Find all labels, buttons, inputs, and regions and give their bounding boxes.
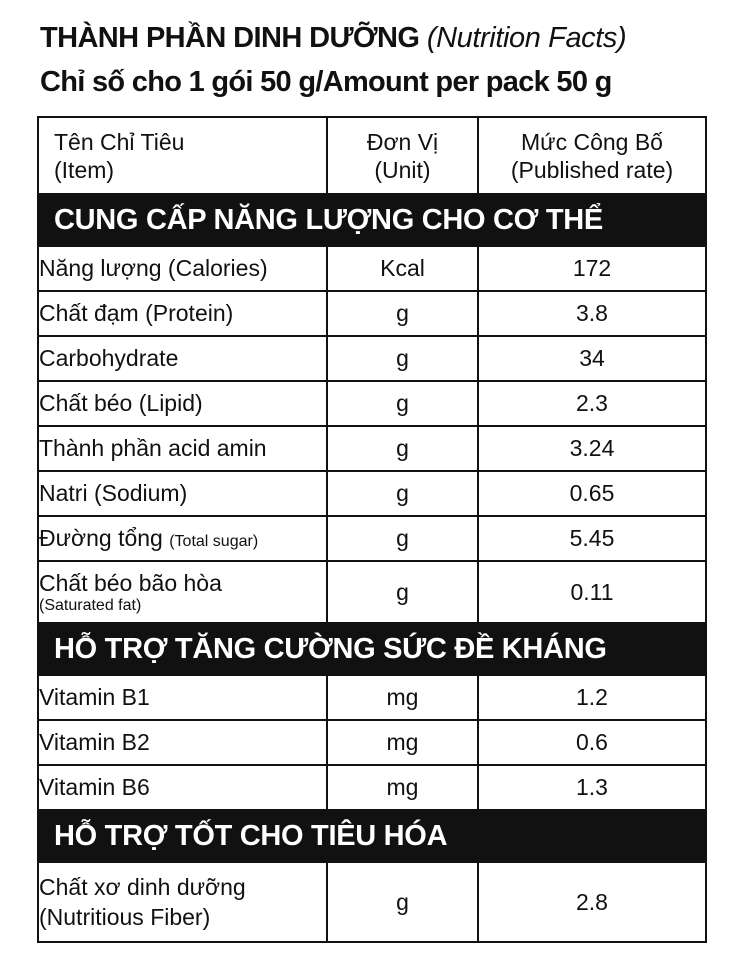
row-name: Carbohydrate (38, 336, 327, 381)
row-unit: g (327, 426, 478, 471)
row-name: Vitamin B2 (38, 720, 327, 765)
header-unit-vi: Đơn Vị (366, 128, 439, 155)
row-note: (Nutritious Fiber) (39, 904, 211, 930)
row-unit: g (327, 471, 478, 516)
row-value: 172 (478, 246, 706, 291)
row-name: Vitamin B6 (38, 765, 327, 810)
row-value: 1.2 (478, 675, 706, 720)
table-row (38, 720, 706, 765)
section-title: HỖ TRỢ TỐT CHO TIÊU HÓA (38, 810, 706, 862)
title-sub: (Nutrition Facts) (426, 22, 627, 54)
row-unit: mg (327, 675, 478, 720)
table-header-row (38, 117, 706, 194)
row-value: 1.3 (478, 765, 706, 810)
table-row (38, 561, 706, 623)
row-value: 3.24 (478, 426, 706, 471)
row-value: 2.3 (478, 381, 706, 426)
row-name: Chất xơ dinh dưỡng (39, 874, 246, 900)
row-unit: g (327, 862, 478, 942)
row-name: Đường tổng (39, 525, 163, 551)
nutrition-table (37, 116, 707, 943)
header-item (38, 117, 327, 194)
row-value: 34 (478, 336, 706, 381)
table-row (38, 336, 706, 381)
row-name-cell (38, 516, 327, 561)
row-name-cell (38, 561, 327, 623)
row-value: 5.45 (478, 516, 706, 561)
table-row (38, 516, 706, 561)
row-unit: g (327, 561, 478, 623)
table-row (38, 471, 706, 516)
row-value: 3.8 (478, 291, 706, 336)
row-value: 0.6 (478, 720, 706, 765)
section-header-immunity (38, 623, 706, 675)
table-row (38, 765, 706, 810)
header-rate-en: (Published rate) (510, 156, 674, 183)
header-rate-vi: Mức Công Bố (521, 128, 663, 155)
table-row (38, 291, 706, 336)
row-name-cell (38, 862, 327, 942)
row-note: (Saturated fat) (39, 596, 142, 614)
row-unit: mg (327, 720, 478, 765)
row-note: (Total sugar) (169, 533, 259, 550)
row-unit: g (327, 291, 478, 336)
row-name: Năng lượng (Calories) (38, 246, 327, 291)
header-unit (327, 117, 478, 194)
row-name: Natri (Sodium) (38, 471, 327, 516)
table-row (38, 246, 706, 291)
row-name: Chất béo (Lipid) (38, 381, 327, 426)
row-name: Chất đạm (Protein) (38, 291, 327, 336)
row-unit: Kcal (327, 246, 478, 291)
header-item-vi: Tên Chỉ Tiêu (54, 128, 185, 155)
section-title: HỖ TRỢ TĂNG CƯỜNG SỨC ĐỀ KHÁNG (38, 623, 706, 675)
section-title: CUNG CẤP NĂNG LƯỢNG CHO CƠ THỂ (38, 194, 706, 246)
header-rate (478, 117, 706, 194)
amount-per-pack: Chỉ số cho 1 gói 50 g/Amount per pack 50 g (40, 66, 612, 98)
row-name: Vitamin B1 (38, 675, 327, 720)
row-unit: g (327, 336, 478, 381)
row-unit: mg (327, 765, 478, 810)
row-value: 2.8 (478, 862, 706, 942)
row-unit: g (327, 516, 478, 561)
row-name: Thành phần acid amin (38, 426, 327, 471)
row-value: 0.11 (478, 561, 706, 623)
table-row (38, 675, 706, 720)
nutrition-title (40, 22, 626, 55)
table-row (38, 381, 706, 426)
header-unit-en: (Unit) (374, 156, 431, 183)
row-value: 0.65 (478, 471, 706, 516)
title-main: THÀNH PHẦN DINH DƯỠNG (40, 22, 420, 54)
table-row (38, 426, 706, 471)
table-row (38, 862, 706, 942)
row-unit: g (327, 381, 478, 426)
section-header-digestion (38, 810, 706, 862)
section-header-energy (38, 194, 706, 246)
header-item-en: (Item) (54, 156, 115, 183)
row-name: Chất béo bão hòa (39, 569, 222, 596)
